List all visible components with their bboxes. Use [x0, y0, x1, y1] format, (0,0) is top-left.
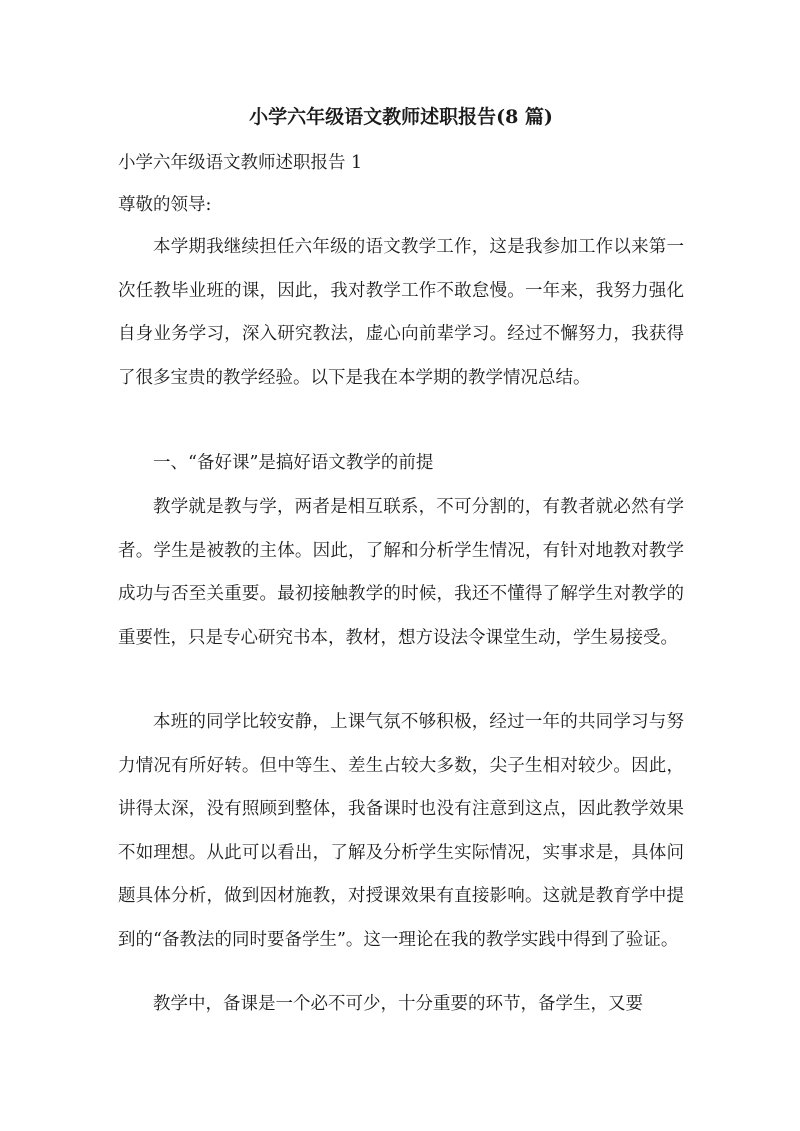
document-title: 小学六年级语文教师述职报告(8 篇) [249, 106, 553, 128]
paragraph-intro: 本学期我继续担任六年级的语文教学工作，这是我参加工作以来第一次任教毕业班的课，因此，我对教学工作不敢怠慢。一年来，我努力强化自身业务学习，深入研究教法，虚心向前辈学习。经过不懈努力，我获得了很多宝贵的教学经验。以下是我在本学期的教学情况总结。 [118, 237, 684, 388]
paragraph-body: 教学中，备课是一个必不可少，十分重要的环节，备学生，又要 [153, 994, 643, 1014]
section-heading: 一、“备好课”是搞好语文教学的前提 [153, 453, 434, 473]
paragraph-body: 本班的同学比较安静，上课气氛不够积极，经过一年的共同学习与努力情况有所好转。但中等生、差生占较大多数，尖子生相对较少。因此，讲得太深，没有照顾到整体，我备课时也没有注意到这点，因此教学效果不如理想。从此可以看出，了解及分析学生实际情况，实事求是，具体问题具体分析，做到因材施教，对授课效果有直接影响。这就是教育学中提到的“备教法的同时要备学生”。这一理论在我的教学实践中得到了验证。 [118, 712, 684, 950]
salutation: 尊敬的领导: [118, 195, 212, 215]
report-subtitle: 小学六年级语文教师述职报告 1 [118, 153, 363, 173]
paragraph-body: 教学就是教与学，两者是相互联系，不可分割的，有教者就必然有学者。学生是被教的主体。因此，了解和分析学生情况，有针对地教对教学成功与否至关重要。最初接触教学的时候，我还不懂得了解学生对教学的重要性，只是专心研究书本，教材，想方设法令课堂生动，学生易接受。 [118, 497, 684, 648]
